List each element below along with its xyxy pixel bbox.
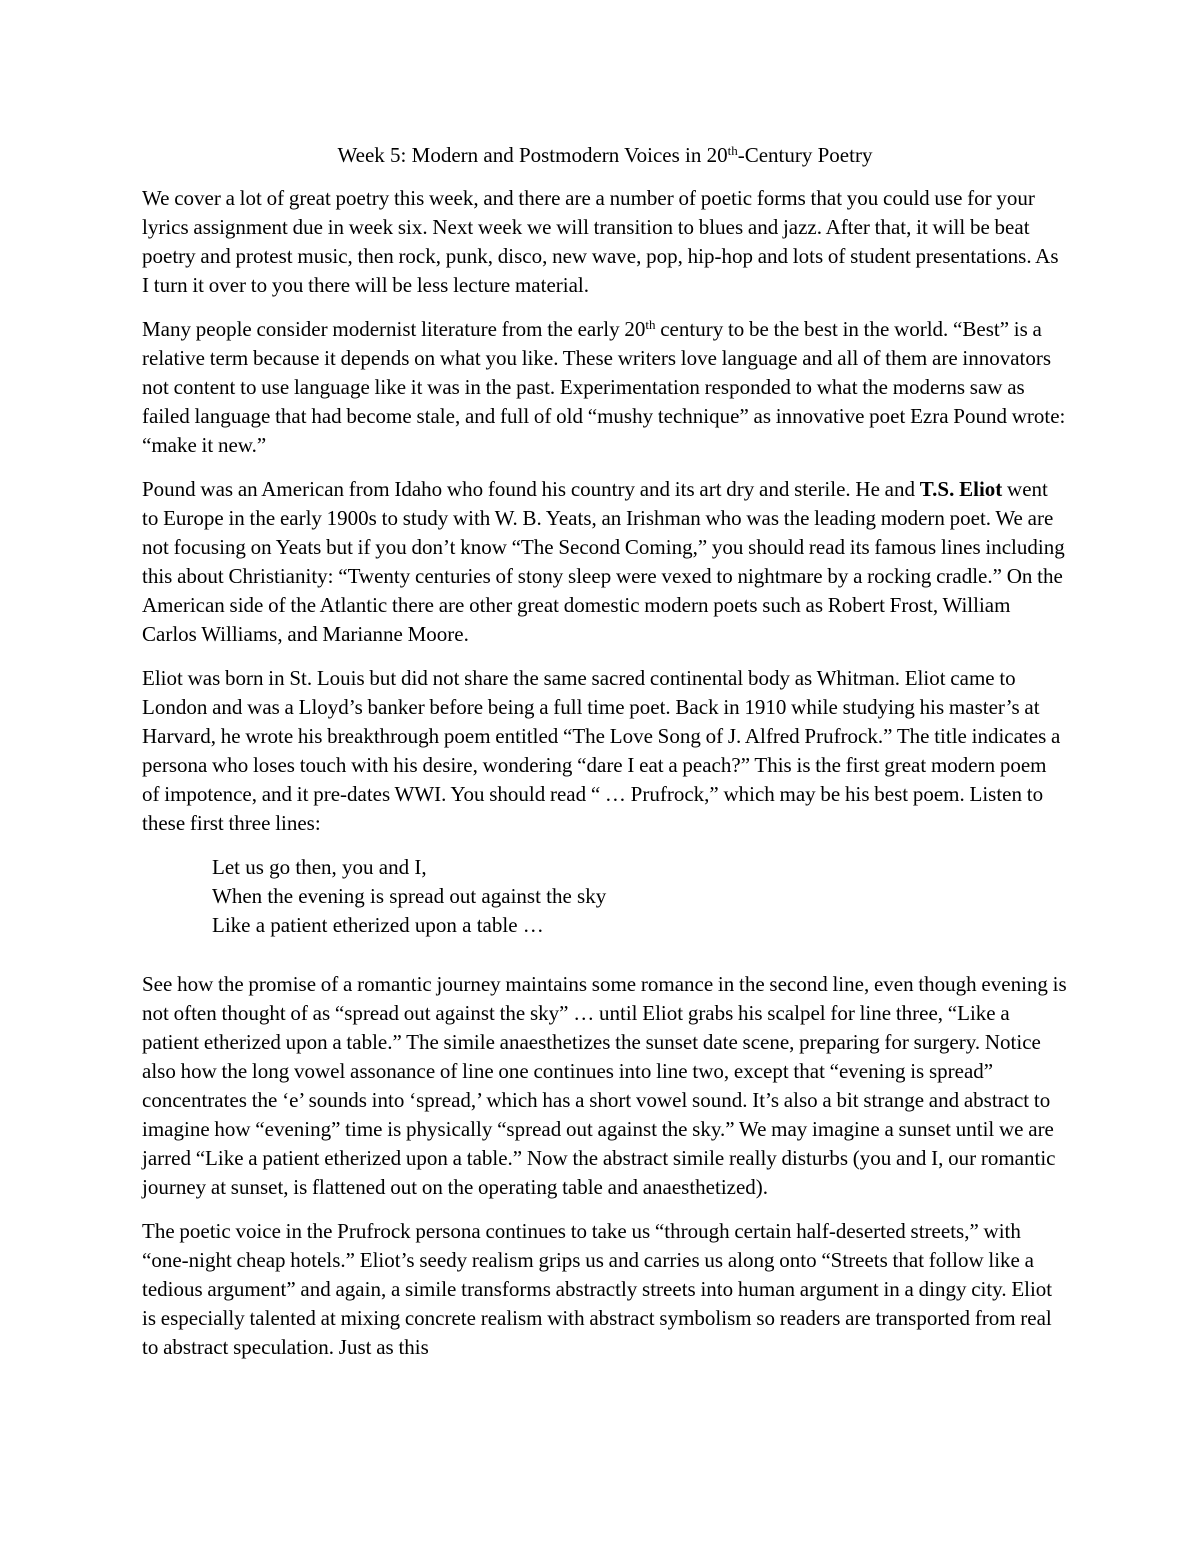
paragraph-analysis: See how the promise of a romantic journey maintains some romance in the second line, even though evening is not often thought of as “spread out against the sky” … until Eliot grabs his scalpel for line three, “Like a patient etherized upon a table.” The simile anaesthetizes the sunset date scene, preparing for surgery. Notice also how the long vowel assonance of line one continues into line two, except that “evening is spread” concentrates the ‘e’ sounds into ‘spread,’ which has a short vowel sound. It’s also a bit strange and abstract to imagine how “evening” time is physically “spread out against the sky.” We may imagine a sunset until we are jarred “Like a patient etherized upon a table.” Now the abstract simile really disturbs (you and I, our romantic journey at sunset, is flattened out on the operating table and anaesthetized). [142,972,1067,1199]
page-title [142,141,1068,170]
eliot-name-bold: T.S. Eliot [919,477,1003,501]
paragraph-modernism-superscript: th [645,317,656,332]
paragraph-modernism-rest: century to be the best in the world. “Best” is a relative term because it depends on what you like. These writers love language and all of them are innovators not content to use language like it was in the past. Experimentation responded to what the moderns saw as failed language that had become stale, and full of old “mushy technique” as innovative poet Ezra Pound wrote: “make it new.” [142,317,1066,457]
paragraph-pound [142,475,1068,649]
paragraph-modernism [142,315,1068,460]
document-body [142,141,1068,1377]
poem-excerpt [212,853,1068,940]
paragraph-eliot: Eliot was born in St. Louis but did not share the same sacred continental body as Whitman. Eliot came to London and was a Lloyd’s banker before being a full time poet. Back in 1910 while studying his master’s at Harvard, he wrote his breakthrough poem entitled “The Love Song of J. Alfred Prufrock.” The title indicates a persona who loses touch with his desire, wondering “dare I eat a peach?” This is the first great modern poem of impotence, and it pre-dates WWI. You should read “ … Prufrock,” which may be his best poem. Listen to these first three lines: [142,666,1061,835]
poem-line-3: Like a patient etherized upon a table … [212,913,544,937]
paragraph-pound-start: Pound was an American from Idaho who found his country and its art dry and sterile. He and [142,477,920,501]
title-prefix: Week 5: Modern and Postmodern Voices in 20 [337,143,728,167]
paragraph-intro: We cover a lot of great poetry this week, and there are a number of poetic forms that you could use for your lyrics assignment due in week six. Next week we will transition to blues and jazz. After that, it will be beat poetry and protest music, then rock, punk, disco, new wave, pop, hip-hop and lots of student presentations. As I turn it over to you there will be less lecture material. [142,186,1059,297]
paragraph-pound-rest: went to Europe in the early 1900s to study with W. B. Yeats, an Irishman who was the leading modern poet. We are not focusing on Yeats but if you don’t know “The Second Coming,” you should read its famous lines including this about Christianity: “Twenty centuries of stony sleep were vexed to nightmare by a rocking cradle.” On the American side of the Atlantic there are other great domestic modern poets such as Robert Frost, William Carlos Williams, and Marianne Moore. [142,477,1065,646]
poem-line-2: When the evening is spread out against the sky [212,884,607,908]
title-superscript: th [727,143,738,158]
paragraph-modernism-start: Many people consider modernist literature from the early 20 [142,317,646,341]
poem-line-1: Let us go then, you and I, [212,855,427,879]
title-suffix: -Century Poetry [737,143,873,167]
paragraph-prufrock-voice: The poetic voice in the Prufrock persona continues to take us “through certain half-deserted streets,” with “one-night cheap hotels.” Eliot’s seedy realism grips us and carries us along onto “Streets that follow like a tedious argument” and again, a simile transforms abstractly streets into human argument in a dingy city. Eliot is especially talented at mixing concrete realism with abstract symbolism so readers are transported from real to abstract speculation. Just as this [142,1219,1053,1359]
